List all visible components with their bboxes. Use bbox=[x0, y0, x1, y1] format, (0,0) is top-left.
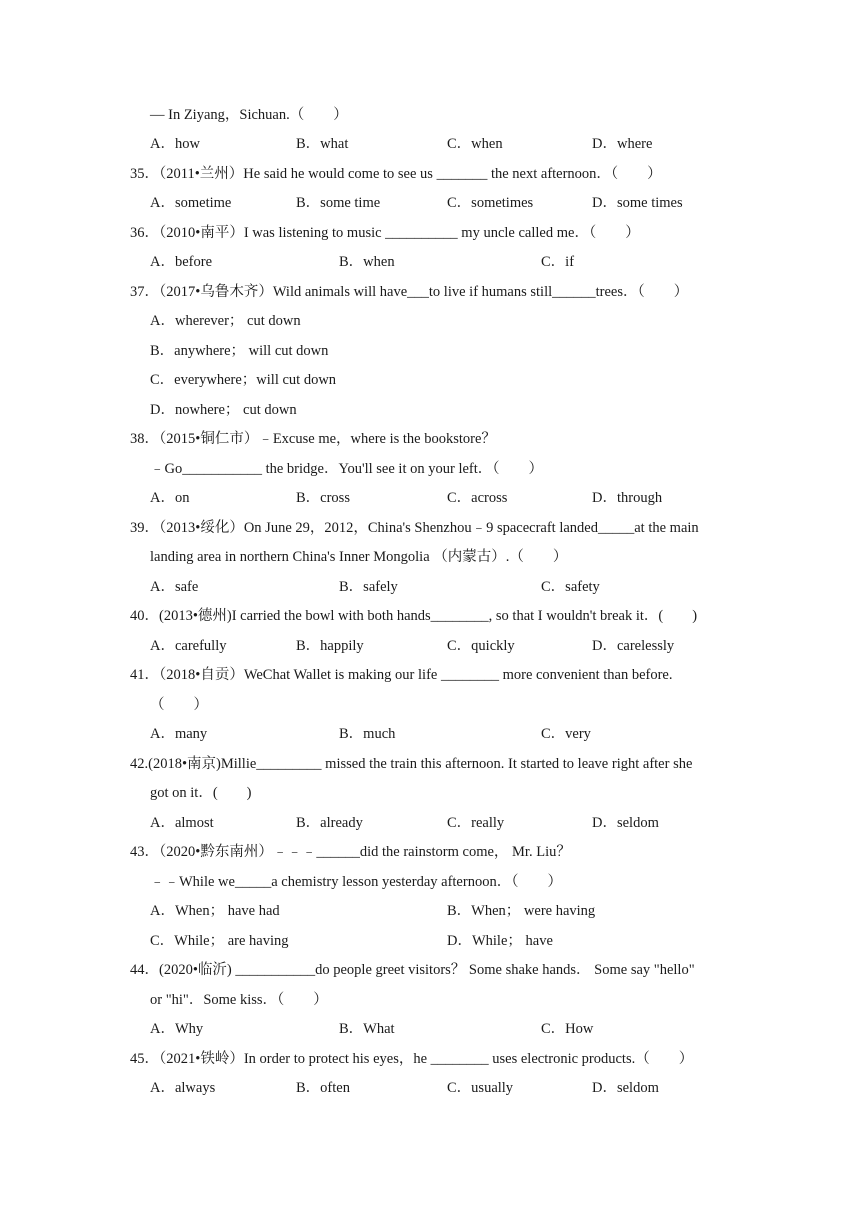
question-35-stem: 35．（2011•兰州）He said he would come to see us _______ the next afternoon．（ ） bbox=[130, 166, 662, 182]
option-b[interactable]: B．When； were having bbox=[447, 903, 596, 919]
option-a[interactable]: A．wherever； cut down bbox=[150, 313, 301, 329]
question-41-stem-line-2: （ ） bbox=[150, 697, 208, 713]
question-44-stem: 44．(2020•临沂) ___________do people greet visitors？ Some shake hands． Some say "hello" bbox=[130, 962, 695, 978]
option-d[interactable]: D．through bbox=[592, 490, 663, 506]
option-a[interactable]: A．many bbox=[150, 726, 208, 742]
option-b[interactable]: B．already bbox=[296, 815, 363, 831]
question-37-stem: 37．（2017•乌鲁木齐）Wild animals will have___to live if humans still______trees．（ ） bbox=[130, 284, 689, 300]
option-c[interactable]: C．everywhere；will cut down bbox=[150, 372, 337, 388]
question-38-stem: 38．（2015•铜仁市）﹣Excuse me，where is the bookstore？ bbox=[130, 431, 496, 447]
option-b[interactable]: B．some time bbox=[296, 195, 381, 211]
option-a[interactable]: A．almost bbox=[150, 815, 214, 831]
option-d[interactable]: D．some times bbox=[592, 195, 683, 211]
option-d[interactable]: D．seldom bbox=[592, 1080, 659, 1096]
option-a[interactable]: A．always bbox=[150, 1080, 216, 1096]
option-c[interactable]: C．safety bbox=[541, 579, 600, 595]
question-39-stem-line-2: landing area in northern China's Inner Mongolia （内蒙古）.（ ） bbox=[150, 549, 568, 565]
option-b[interactable]: B．often bbox=[296, 1080, 350, 1096]
option-c[interactable]: C．quickly bbox=[447, 638, 515, 654]
option-a[interactable]: A．sometime bbox=[150, 195, 232, 211]
option-a[interactable]: A．how bbox=[150, 136, 200, 152]
question-40-stem: 40．(2013•德州)I carried the bowl with both hands________, so that I wouldn't break it．( ) bbox=[130, 608, 698, 624]
option-c[interactable]: C．when bbox=[447, 136, 503, 152]
option-b[interactable]: B．happily bbox=[296, 638, 364, 654]
option-c[interactable]: C．While； are having bbox=[150, 933, 289, 949]
option-d[interactable]: D．seldom bbox=[592, 815, 659, 831]
option-c[interactable]: C．if bbox=[541, 254, 575, 270]
question-43-stem: 43．（2020•黔东南州）﹣﹣﹣______did the rainstorm come， Mr. Liu？ bbox=[130, 844, 571, 860]
option-d[interactable]: D．carelessly bbox=[592, 638, 675, 654]
question-42-stem: 42.(2018•南京)Millie_________ missed the train this afternoon. It started to leave right after she bbox=[130, 756, 693, 772]
option-b[interactable]: B．when bbox=[339, 254, 395, 270]
question-38-stem-line-2: ﹣Go___________ the bridge．You'll see it on your left．（ ） bbox=[150, 461, 544, 477]
option-d[interactable]: D．While； have bbox=[447, 933, 553, 949]
option-b[interactable]: B．anywhere； will cut down bbox=[150, 343, 329, 359]
option-c[interactable]: C．usually bbox=[447, 1080, 514, 1096]
option-b[interactable]: B．safely bbox=[339, 579, 398, 595]
question-44-stem-line-2: or "hi"．Some kiss．（ ） bbox=[150, 992, 328, 1008]
option-d[interactable]: D．nowhere； cut down bbox=[150, 402, 297, 418]
option-c[interactable]: C．across bbox=[447, 490, 508, 506]
option-d[interactable]: D．where bbox=[592, 136, 653, 152]
option-a[interactable]: A．on bbox=[150, 490, 190, 506]
option-b[interactable]: B．cross bbox=[296, 490, 350, 506]
option-a[interactable]: A．Why bbox=[150, 1021, 204, 1037]
option-a[interactable]: A．carefully bbox=[150, 638, 227, 654]
option-c[interactable]: C．How bbox=[541, 1021, 594, 1037]
question-41-stem: 41．（2018•自贡）WeChat Wallet is making our life ________ more convenient than before. bbox=[130, 667, 673, 683]
option-c[interactable]: C．really bbox=[447, 815, 505, 831]
question-39-stem: 39．（2013•绥化）On June 29，2012，China's Shenzhou﹣9 spacecraft landed_____at the main bbox=[130, 520, 699, 536]
option-a[interactable]: A．When； have had bbox=[150, 903, 280, 919]
option-c[interactable]: C．sometimes bbox=[447, 195, 534, 211]
question-43-stem-line-2: ﹣﹣While we_____a chemistry lesson yesterday afternoon．（ ） bbox=[150, 874, 562, 890]
option-a[interactable]: A．safe bbox=[150, 579, 199, 595]
option-a[interactable]: A．before bbox=[150, 254, 213, 270]
previous-question-tail: — In Ziyang，Sichuan.（ ） bbox=[150, 107, 348, 123]
option-b[interactable]: B．what bbox=[296, 136, 349, 152]
option-b[interactable]: B．much bbox=[339, 726, 396, 742]
question-45-stem: 45．（2021•铁岭）In order to protect his eyes，he ________ uses electronic products.（ ） bbox=[130, 1051, 694, 1067]
question-42-stem-line-2: got on it．( ) bbox=[150, 785, 252, 801]
option-c[interactable]: C．very bbox=[541, 726, 591, 742]
question-36-stem: 36．（2010•南平）I was listening to music __________ my uncle called me．（ ） bbox=[130, 225, 640, 241]
option-b[interactable]: B．What bbox=[339, 1021, 395, 1037]
